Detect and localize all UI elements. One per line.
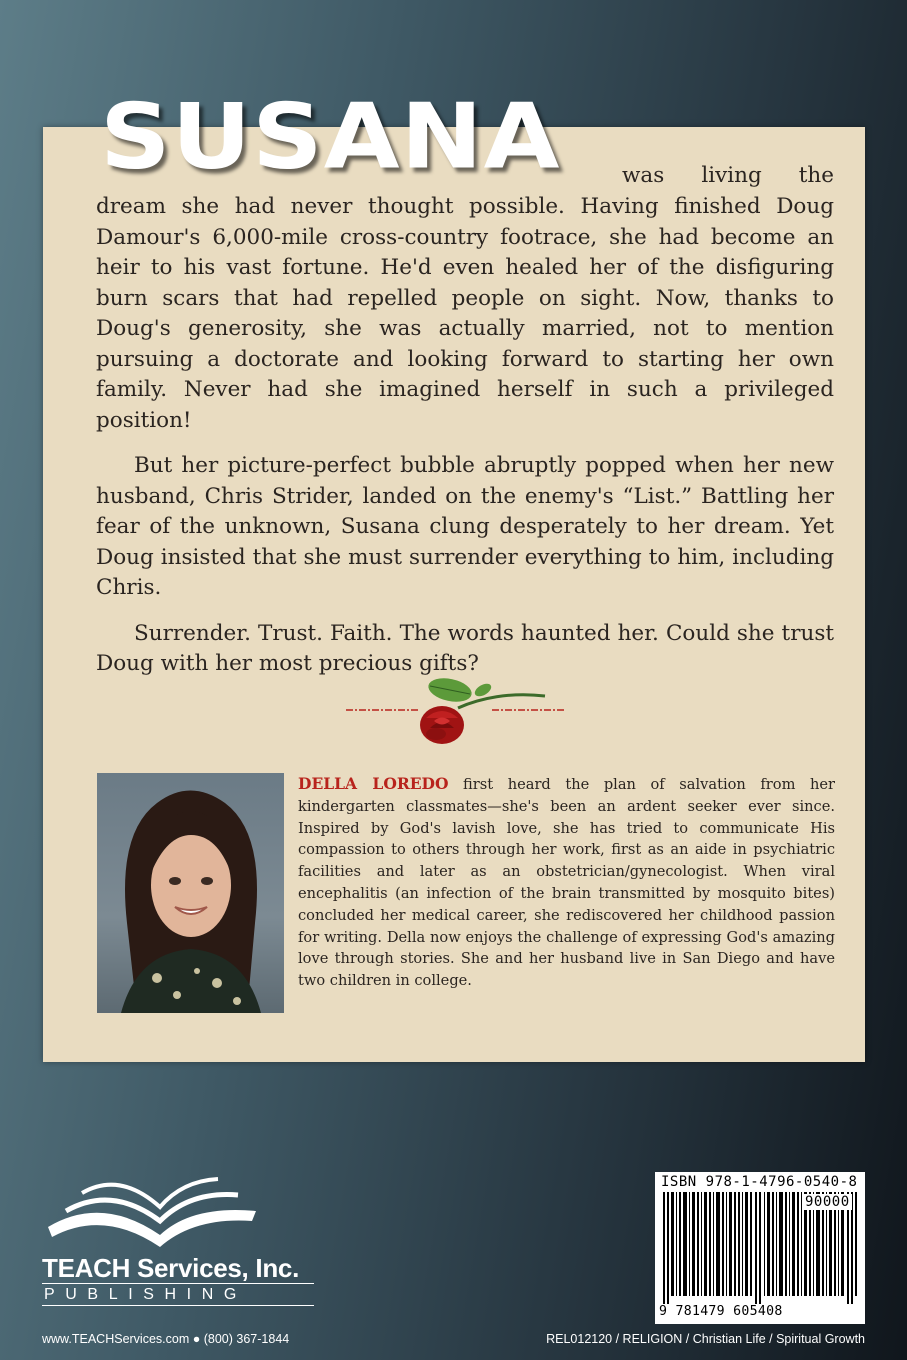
rose-ornament [340, 668, 570, 748]
blurb-paragraph-2: But her picture-perfect bubble abruptly popped when her new husband, Chris Strider, landed on the enemy's “List.” Battling her fear of the unknown, Susana clung desperately to her dream. Yet Doug insisted that she must surrender everything to him, including Chris. [96, 453, 834, 600]
publisher-name: TEACH Services, Inc. [42, 1253, 299, 1283]
book-title: SUSANA [100, 84, 561, 190]
publisher-contact: www.TEACHServices.com ● (800) 367-1844 [42, 1332, 290, 1346]
author-photo [97, 773, 284, 1013]
barcode [655, 1172, 865, 1324]
open-book-icon [42, 1165, 262, 1255]
publisher-logo [42, 1165, 322, 1325]
logo-rule-top [42, 1283, 314, 1284]
isbn-text: ISBN 978-1-4796-0540-8 [661, 1174, 858, 1190]
blurb [96, 192, 834, 695]
publisher-sub: PUBLISHING [44, 1286, 247, 1303]
author-name: DELLA LOREDO [298, 774, 449, 793]
blurb-lead-tail: was living the [622, 163, 834, 188]
logo-rule-bottom [42, 1305, 314, 1306]
author-bio [298, 773, 835, 992]
price-code: 90000 [805, 1194, 850, 1210]
rose-icon [420, 675, 545, 744]
author-bio-text: first heard the plan of salvation from her kindergarten classmates—she's been an ardent seeker ever since. Inspired by God's lavish love, she has tried to communicate His compassion to others through her work, first as an aide in psychiatric facilities and later as an obstetrician/gynecologist. When viral encephalitis (an infection of the brain transmitted by mosquito bites) concluded her medical career, she rediscovered her childhood passion for writing. Della now enjoys the challenge of expressing God's amazing love through stories. She and her husband live in San Diego and have two children in college. [298, 776, 835, 990]
category-code: REL012120 / RELIGION / Christian Life / Spiritual Growth [546, 1332, 865, 1346]
blurb-paragraph-3: Surrender. Trust. Faith. The words haunted her. Could she trust Doug with her most precious gifts? [96, 620, 834, 676]
blurb-paragraph-1: dream she had never thought possible. Having finished Doug Damour's 6,000-mile cross-country footrace, she had become an heir to his vast fortune. He'd even healed her of the disfiguring burn scars that had repelled people on sight. Now, thanks to Doug's generosity, she was actually married, not to mention pursuing a doctorate and looking forward to starting her own family. Never had she imagined herself in such a privileged position! [96, 194, 834, 433]
ean-digits: 9 781479 605408 [659, 1304, 783, 1319]
